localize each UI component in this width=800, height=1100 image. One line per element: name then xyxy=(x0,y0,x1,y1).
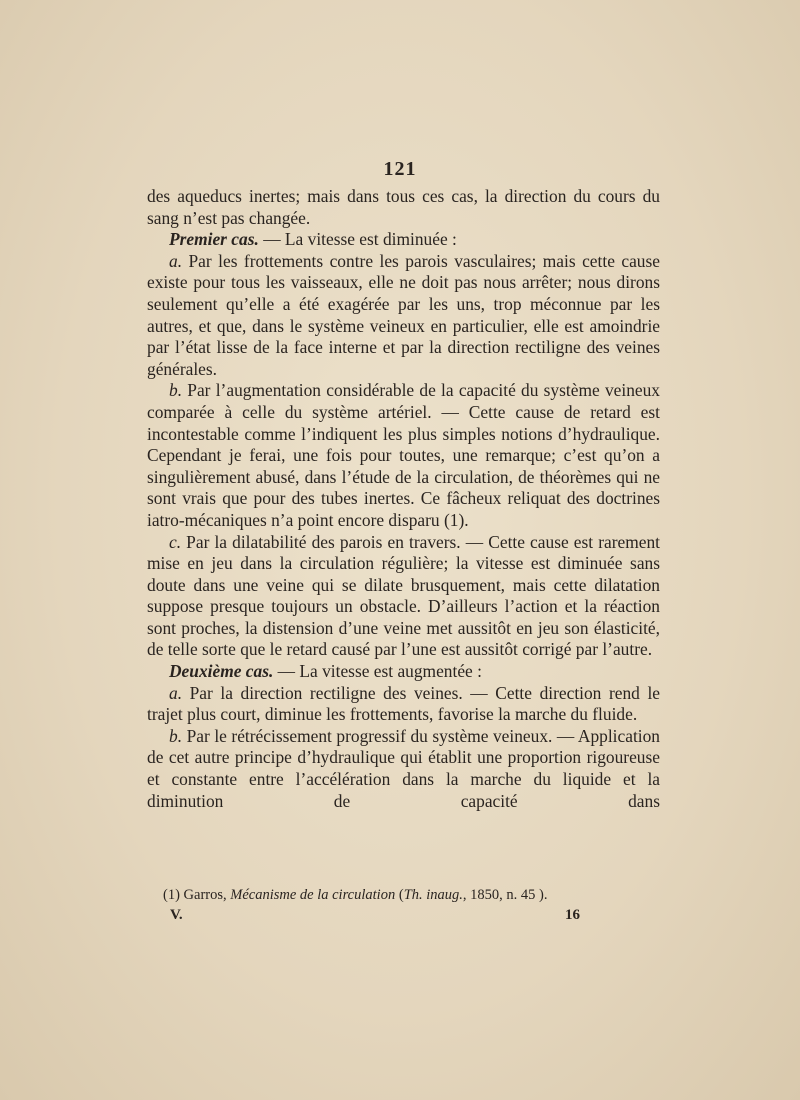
paragraph-text: Par la direction rectiligne des veines. — Cette direction rend le trajet plus court, diminue les frottements, favorise la marche du fluide. xyxy=(147,682,660,725)
item-letter: a. xyxy=(169,682,183,703)
paragraph-text: Par l’augmentation considérable de la capacité du système veineux comparée à celle du système artériel. — Cette cause de retard est incontestable comme l’indiquent les plus simples notions d’hydraulique. Cependant je ferai, une fois pour toutes, une remarque; c’est qu’on a singulièrement abusé, dans l’étude de la circulation, de théorèmes qui ne sont vrais que pour des tubes inertes. Ce fâcheux reliquat des doctrines iatro-mécaniques n’a point encore disparu (1). xyxy=(147,380,660,530)
paragraph-1 xyxy=(147,229,660,251)
section-label: Premier cas. xyxy=(169,229,259,250)
paragraph-6 xyxy=(147,683,660,726)
item-letter: a. xyxy=(169,250,183,271)
footnote-marker: (1) Garros, xyxy=(163,887,227,903)
footnote-title: Mécanisme de la circulation xyxy=(230,887,396,903)
body-text xyxy=(147,186,660,812)
sheet-number: 16 xyxy=(565,907,580,923)
item-letter: b. xyxy=(169,380,183,401)
item-letter: c. xyxy=(169,531,182,552)
item-letter: b. xyxy=(169,725,183,746)
footnote-thesis: Th. inaug. xyxy=(403,887,463,903)
paragraph-5 xyxy=(147,661,660,683)
paragraph-text: Par la dilatabilité des parois en travers. — Cette cause est rarement mise en jeu dans la circulation régulière; la vitesse est diminuée sans doute dans une veine qui se dilate brusquement, mais cette dilatation suppose presque toujours un obstacle. D’ailleurs l’action et la réaction sont proches, la distension d’une veine met aussitôt en jeu son élasticité, de telle sorte que le retard causé par l’une est aussitôt corrigé par l’autre. xyxy=(147,531,660,660)
paragraph-7 xyxy=(147,726,660,812)
footnote-paren: ( xyxy=(398,887,404,903)
paragraph-4 xyxy=(147,532,660,662)
footnote-rest: , 1850, n. 45 ). xyxy=(462,887,548,903)
paragraph-text: — La vitesse est diminuée : xyxy=(258,229,457,250)
paragraph-text: — La vitesse est augmentée : xyxy=(273,661,482,682)
volume-mark: V. xyxy=(170,907,183,923)
paragraph-0 xyxy=(147,186,660,229)
paragraph-text: Par les frottements contre les parois vasculaires; mais cette cause existe pour tous les vaisseaux, elle ne doit pas nous arrêter; nous dirons seulement qu’elle a été exagérée par les uns, trop méconnue par les autres, et que, dans le système veineux en particulier, elle est amoindrie par l’état lisse de la face interne et par la direction rectiligne des veines générales. xyxy=(147,250,660,379)
page-number: 121 xyxy=(383,158,417,180)
paragraph-text: Par le rétrécissement progressif du système veineux. — Application de cet autre principe d’hydraulique qui établit une proportion rigoureuse et constante entre l’accélération dans la marche du liquide et la diminution de capacité dans xyxy=(147,725,660,811)
paragraph-text: des aqueducs inertes; mais dans tous ces cas, la direction du cours du sang n’est pas changée. xyxy=(147,186,660,228)
paragraph-3 xyxy=(147,380,660,531)
signature-row xyxy=(170,907,580,924)
footnote xyxy=(163,886,660,904)
section-label: Deuxième cas. xyxy=(169,661,274,682)
paragraph-2 xyxy=(147,251,660,381)
